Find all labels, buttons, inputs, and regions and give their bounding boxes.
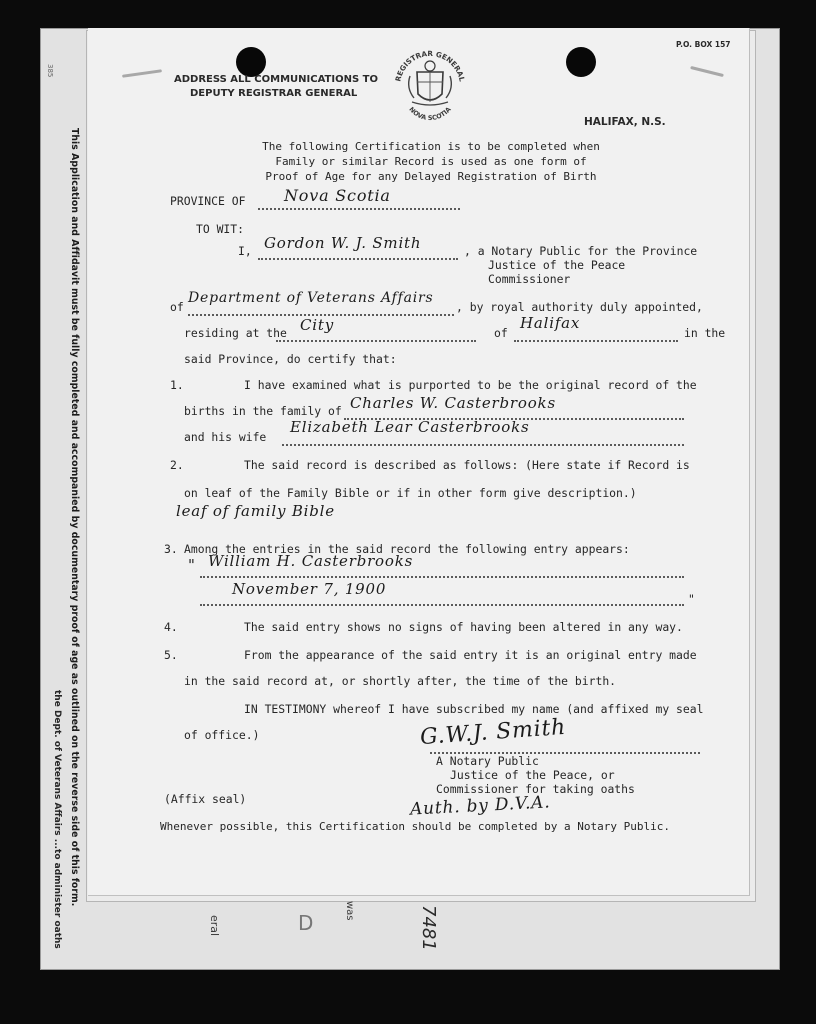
province-line [258, 208, 460, 210]
item-2-number: 2. [170, 458, 184, 472]
entry-date: November 7, 1900 [232, 580, 387, 598]
item-2-line-2: on leaf of the Family Bible or if in other form give description.) [184, 486, 637, 500]
intro-line-1: The following Certification is to be completed when [262, 140, 600, 153]
residing-town: Halifax [520, 314, 581, 332]
signature-title-1: A Notary Public [436, 754, 539, 768]
city-address: HALIFAX, N.S. [584, 116, 666, 128]
mother-name-line [282, 444, 684, 446]
intro-line-3: Proof of Age for any Delayed Registration of Birth [265, 170, 597, 183]
item-5-line-1: From the appearance of the said entry it is an original entry made [244, 648, 697, 662]
item-1-line-3: and his wife [184, 430, 267, 444]
strip-text-1: was [344, 901, 355, 921]
entry-date-line [200, 604, 684, 606]
notary-role-line-3: Commissioner [488, 272, 571, 286]
mother-name: Elizabeth Lear Casterbrooks [290, 418, 530, 436]
side-page-number: 385 [46, 64, 54, 78]
notary-name-line [258, 258, 458, 260]
punch-hole-left [236, 47, 266, 77]
testimony-line-2: of office.) [184, 728, 260, 742]
to-wit-label: TO WIT: [196, 222, 245, 236]
department-value: Department of Veterans Affairs [188, 290, 434, 306]
item-5-number: 5. [164, 648, 178, 662]
item-2-line-1: The said record is described as follows: (Here state if Record is [244, 458, 690, 472]
entry-close-quote: " [688, 592, 695, 606]
affix-seal-note: (Affix seal) [164, 792, 247, 806]
signature-title-3: Commissioner for taking oaths [436, 782, 635, 796]
record-description: leaf of family Bible [176, 502, 335, 520]
svg-text:NOVA SCOTIA [407, 105, 452, 122]
said-province-text: said Province, do certify that: [184, 352, 397, 366]
address-line-1: ADDRESS ALL COMMUNICATIONS TO [174, 74, 378, 85]
side-extra-text: the Dept. of Veterans Affairs ...to administer oaths [52, 690, 62, 949]
province-label: PROVINCE OF [170, 194, 246, 208]
residing-town-line [514, 340, 678, 342]
item-4-text: The said entry shows no signs of having been altered in any way. [244, 620, 683, 634]
residing-of-label: of [494, 326, 508, 340]
of-prefix: of [170, 300, 184, 314]
entry-name-line [200, 576, 684, 578]
underlying-document-strip [90, 895, 750, 967]
item-1-line-2: births in the family of [184, 404, 342, 418]
notary-role-line-2: Justice of the Peace [488, 258, 626, 272]
entry-open-quote: " [188, 556, 196, 574]
of-suffix: , by royal authority duly appointed, [456, 300, 703, 314]
notary-name: Gordon W. J. Smith [264, 234, 422, 252]
punch-hole-right [566, 47, 596, 77]
father-name: Charles W. Casterbrooks [350, 394, 556, 412]
footer-note: Whenever possible, this Certification should be completed by a Notary Public. [160, 820, 670, 833]
province-value: Nova Scotia [284, 186, 391, 205]
item-3-line-1: Among the entries in the said record the following entry appears: [184, 542, 630, 556]
address-line-2: DEPUTY REGISTRAR GENERAL [190, 88, 358, 99]
residing-prefix: residing at the [184, 326, 287, 340]
item-1-number: 1. [170, 378, 184, 392]
item-4-number: 4. [164, 620, 178, 634]
residing-suffix: in the [684, 326, 726, 340]
signature-authority: Auth. by D.V.A. [409, 792, 551, 820]
notary-role-line-1: , a Notary Public for the Province [464, 244, 698, 258]
entry-name: William H. Casterbrooks [208, 552, 414, 570]
item-1-line-1: I have examined what is purported to be the original record of the [244, 378, 697, 392]
residing-place: City [300, 316, 334, 334]
item-3-number: 3. [164, 542, 178, 556]
item-5-line-2: in the said record at, or shortly after, the time of the birth. [184, 674, 617, 688]
seal-bottom-text: NOVA SCOTIA [407, 105, 453, 123]
strip-text-2: eral [208, 915, 221, 937]
seal-top-text: REGISTRAR GENERAL [393, 48, 467, 83]
residing-place-line [276, 340, 476, 342]
to-wit-prefix: I, [238, 244, 252, 258]
testimony-line-1: IN TESTIMONY whereof I have subscribed my name (and affixed my seal [244, 702, 704, 716]
signature-title-2: Justice of the Peace, or [450, 768, 615, 782]
strip-text-3: D [298, 911, 314, 935]
po-box: P.O. BOX 157 [676, 40, 731, 49]
side-instruction-text: This Application and Affidavit must be fully completed and accompanied by documentary proof of age as outlined on the reverse side of this form. [69, 128, 80, 907]
registrar-seal [390, 42, 470, 128]
strip-text-4: 7481 [418, 905, 439, 951]
notary-signature: G.W.J. Smith [419, 714, 567, 751]
intro-line-2: Family or similar Record is used as one form of [275, 155, 587, 168]
coat-of-arms-icon [390, 42, 470, 128]
